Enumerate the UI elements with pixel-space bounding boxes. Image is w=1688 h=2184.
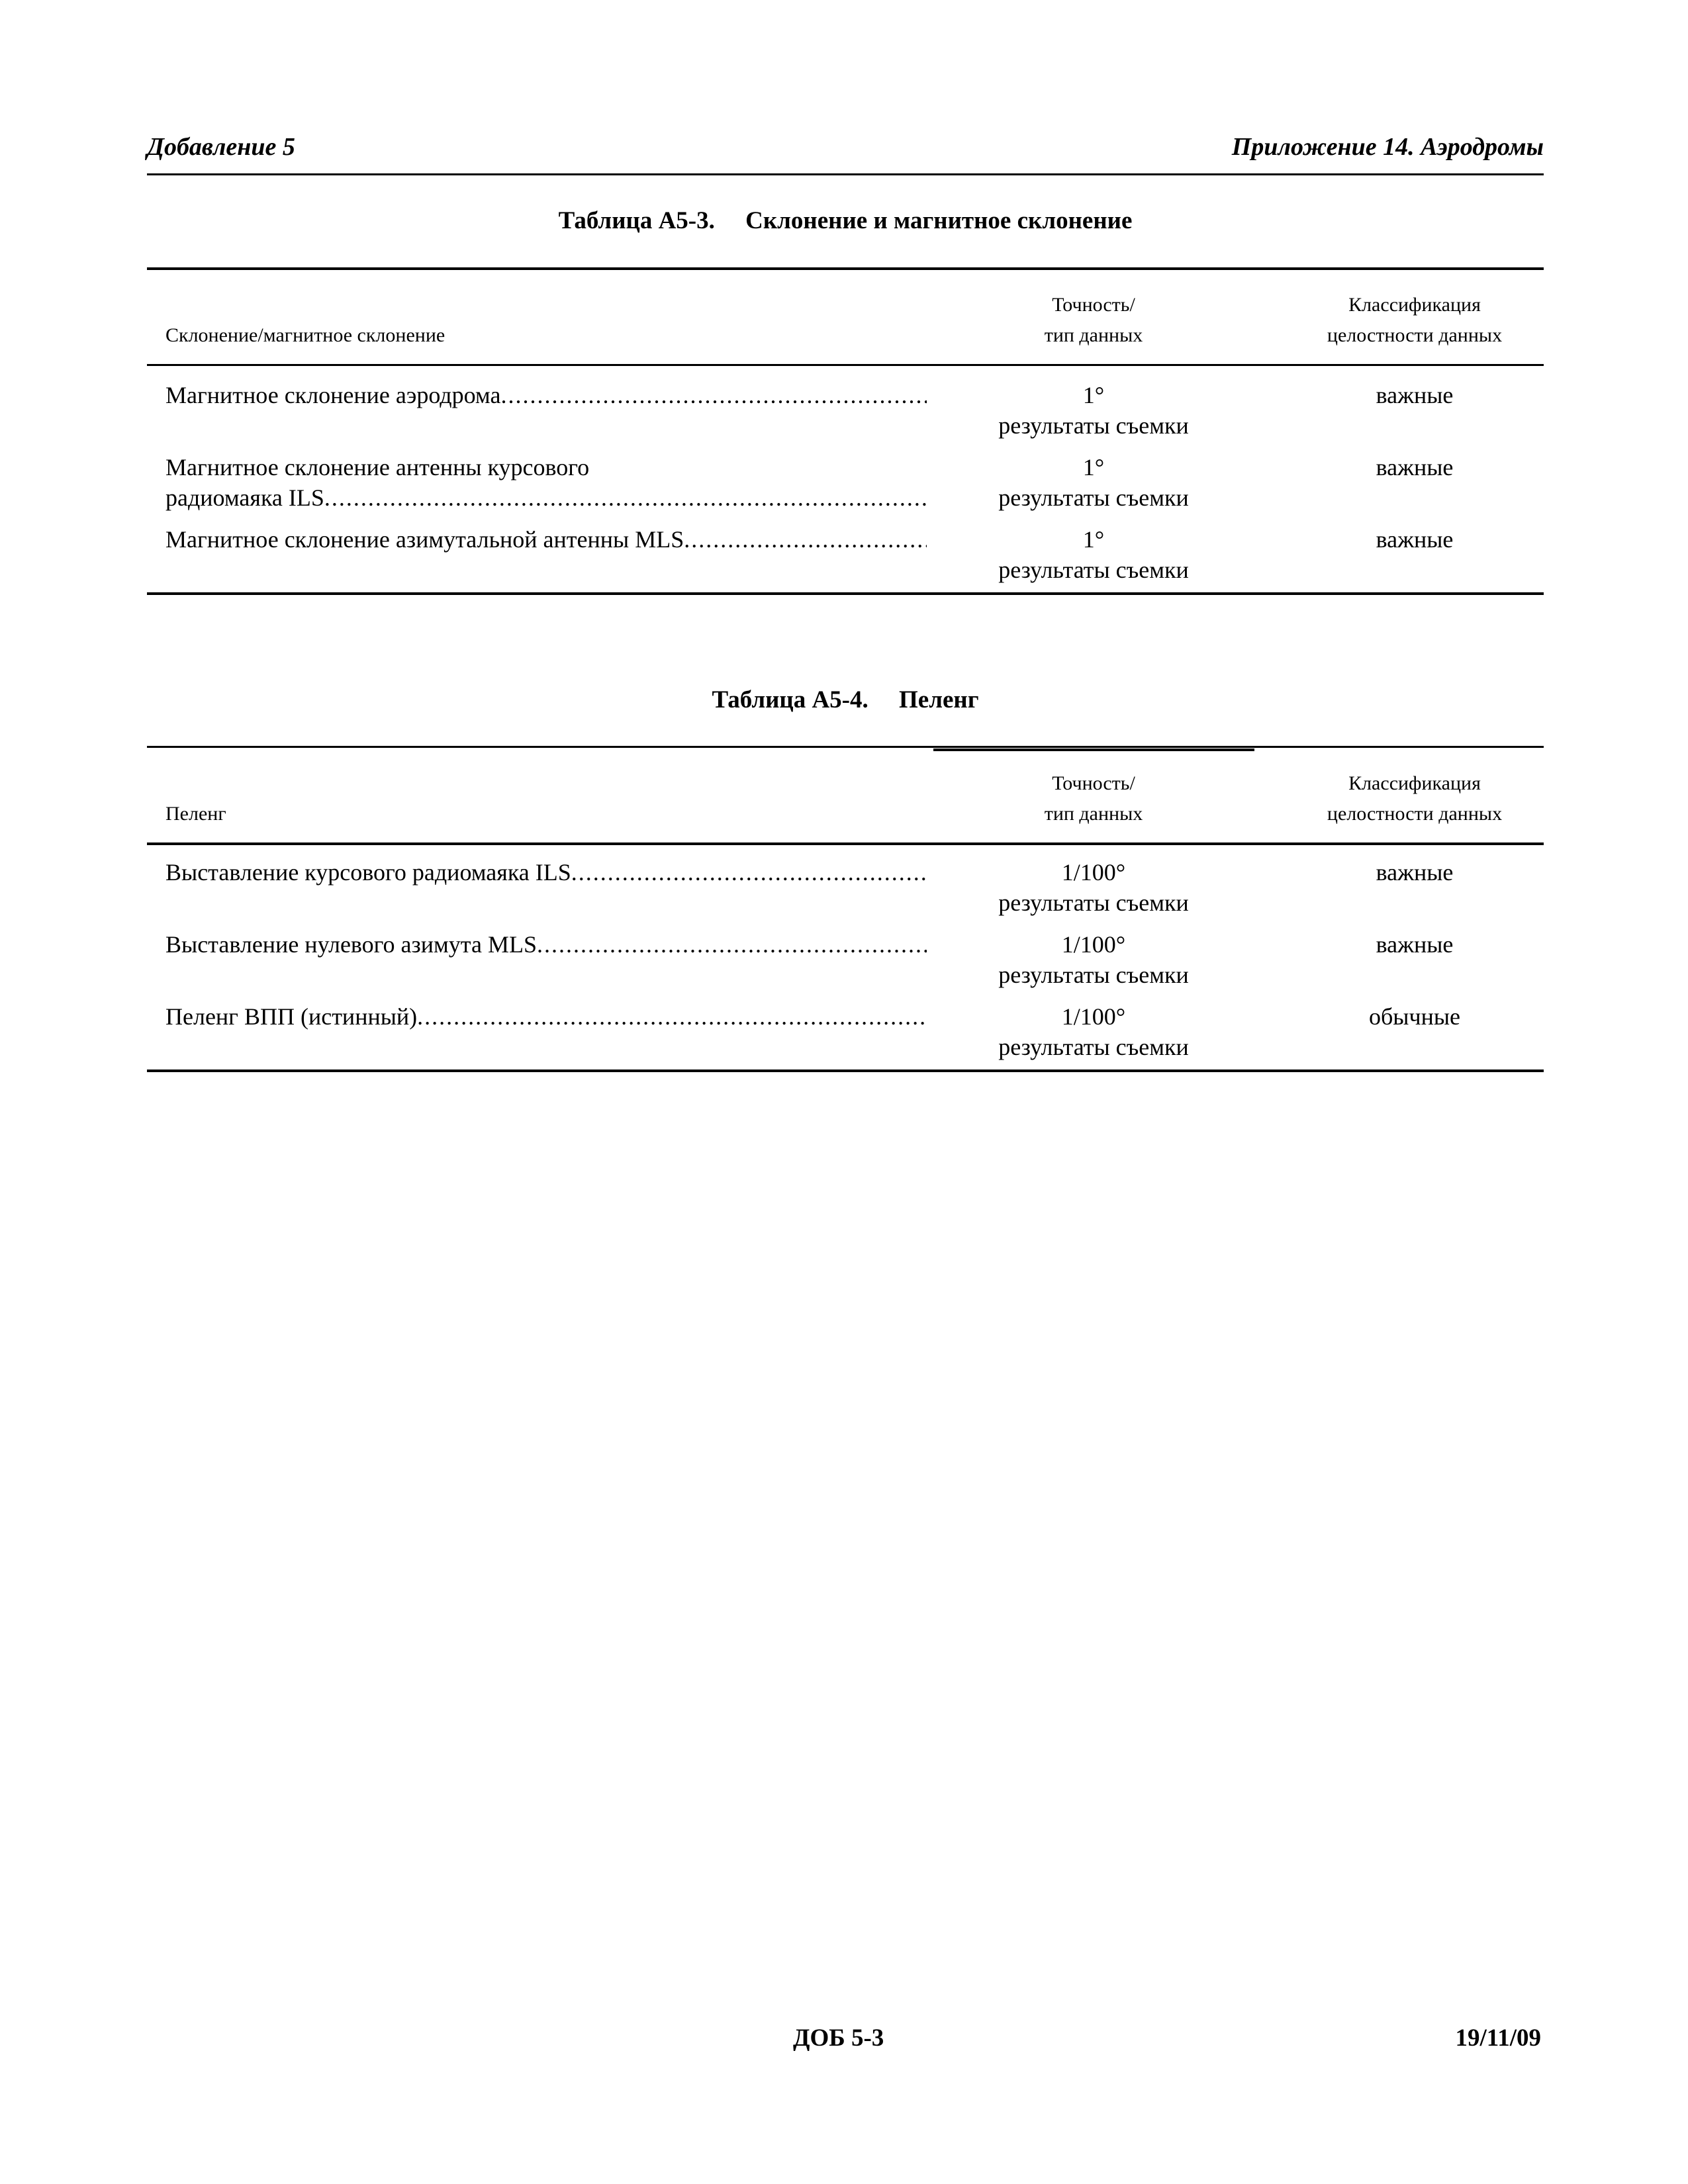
page-number: ДОБ 5-3 xyxy=(793,2025,884,2052)
column-header-declination: Склонение/магнитное склонение xyxy=(165,324,445,346)
leader-dots xyxy=(417,1001,927,1032)
data-type-value: результаты съемки xyxy=(998,557,1189,583)
integrity-value: важные xyxy=(1376,382,1454,408)
column-header-accuracy-line2: тип данных xyxy=(1044,803,1143,825)
integrity-value: важные xyxy=(1376,454,1454,480)
table-row-label: радиомаяка ILS ..... xyxy=(165,482,927,513)
accuracy-value: 1/100° xyxy=(1061,931,1126,958)
table-a5-4-title: Таблица А5-4. Пеленг xyxy=(712,686,979,713)
table-a5-3-title: Таблица А5-3. Склонение и магнитное склонение xyxy=(558,207,1133,234)
amendment-date: 19/11/09 xyxy=(1455,2025,1541,2052)
integrity-value: важные xyxy=(1376,931,1454,958)
table-top-rule xyxy=(147,267,1544,270)
accuracy-value: 1/100° xyxy=(1061,1003,1126,1030)
accuracy-value: 1/100° xyxy=(1061,859,1126,886)
header-annex-label: Приложение 14. Аэродромы xyxy=(1231,133,1544,161)
leader-dots xyxy=(684,524,927,555)
table-row-label-line1: Магнитное склонение антенны курсового xyxy=(165,454,590,480)
running-header xyxy=(147,132,1544,175)
column-header-integrity-line1: Классификация xyxy=(1348,772,1481,794)
table-top-rule xyxy=(147,746,1544,748)
integrity-value: важные xyxy=(1376,526,1454,553)
accuracy-value: 1° xyxy=(1082,454,1105,480)
header-separator-rule xyxy=(147,364,1544,366)
data-type-value: результаты съемки xyxy=(998,412,1189,439)
header-separator-rule xyxy=(147,842,1544,845)
column-header-accuracy-line2: тип данных xyxy=(1044,324,1143,346)
column-header-bearing: Пеленг xyxy=(165,803,226,825)
data-type-value: результаты съемки xyxy=(998,484,1189,511)
accuracy-value: 1° xyxy=(1082,382,1105,408)
table-row-label: Магнитное склонение аэродрома ..... xyxy=(165,380,927,410)
table-row-label: Выставление курсового радиомаяка ILS ..... xyxy=(165,857,927,887)
integrity-value: важные xyxy=(1376,859,1454,886)
data-type-value: результаты съемки xyxy=(998,1034,1189,1060)
table-row-label: Пеленг ВПП (истинный) ..... xyxy=(165,1001,927,1032)
table-a5-3 xyxy=(147,267,1544,598)
integrity-value: обычные xyxy=(1368,1003,1461,1030)
header-appendix-label: Добавление 5 xyxy=(147,133,295,161)
data-type-value: результаты съемки xyxy=(998,889,1189,916)
column-header-accuracy-line1: Точность/ xyxy=(1052,772,1135,794)
column-header-integrity-line1: Классификация xyxy=(1348,294,1481,316)
table-row-label: Выставление нулевого азимута MLS ..... xyxy=(165,929,927,960)
column-header-accuracy-line1: Точность/ xyxy=(1052,294,1135,316)
leader-dots xyxy=(324,482,927,513)
table-bottom-rule xyxy=(147,1069,1544,1072)
table-bottom-rule xyxy=(147,592,1544,595)
table-row-label: Магнитное склонение азимутальной антенны MLS ..... xyxy=(165,524,927,555)
table-a5-4 xyxy=(147,746,1544,1077)
leader-dots xyxy=(537,929,927,960)
data-type-value: результаты съемки xyxy=(998,962,1189,988)
leader-dots xyxy=(500,380,927,410)
column-header-integrity-line2: целостности данных xyxy=(1327,803,1503,825)
accuracy-value: 1° xyxy=(1082,526,1105,553)
leader-dots xyxy=(571,857,927,887)
column-header-integrity-line2: целостности данных xyxy=(1327,324,1503,346)
